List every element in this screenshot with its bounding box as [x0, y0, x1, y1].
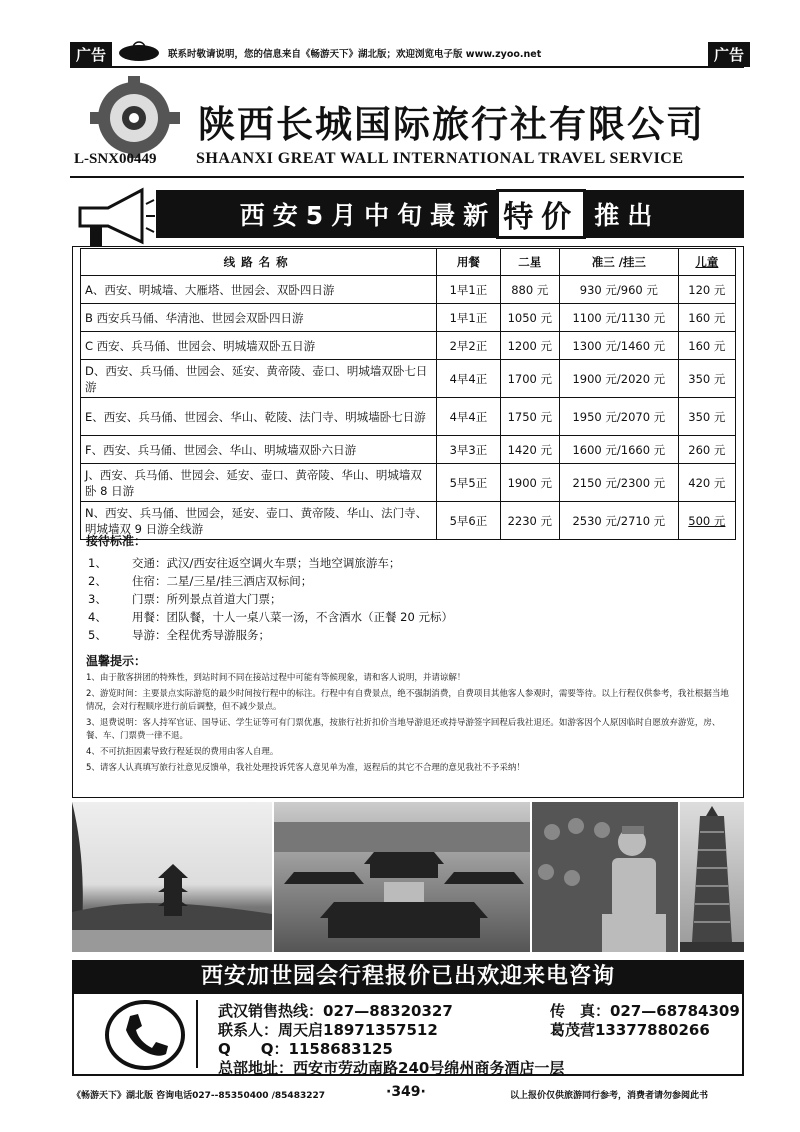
- route-name: A、西安、明城墙、大雁塔、世园会、双卧四日游: [81, 276, 437, 304]
- price-three-star: 930 元/960 元: [559, 276, 678, 304]
- phone-icon: [104, 1000, 186, 1070]
- list-item: 5、请客人认真填写旅行社意见反馈单，我社处理投诉凭客人意见单为准，返程后的其它不合理的意见我社不予采纳！: [86, 763, 525, 773]
- standard-num: 5、: [88, 628, 107, 642]
- price-two-star: 1200 元: [500, 332, 559, 360]
- license-number: L-SNX00449: [74, 151, 157, 167]
- price-three-star: 1600 元/1660 元: [559, 436, 678, 464]
- header-note: 联系时敬请说明，您的信息来自《畅游天下》湖北版；欢迎浏览电子版 www.zyoo.net: [168, 49, 542, 60]
- fax-number: 传 真：027—68784309: [550, 1002, 740, 1020]
- big-wild-goose-pagoda-photo: [680, 802, 744, 952]
- standard-text: 用餐：团队餐，十人一桌八菜一汤，不含酒水（正餐 20 元标）: [132, 610, 453, 624]
- price-three-star: 2530 元/2710 元: [559, 502, 678, 540]
- company-name-en: SHAANXI GREAT WALL INTERNATIONAL TRAVEL SERVICE: [196, 150, 684, 167]
- meals: 3早3正: [437, 436, 500, 464]
- price-child: 420 元: [678, 464, 735, 502]
- header-child: 儿童: [678, 249, 735, 276]
- header-divider: [70, 66, 744, 68]
- table-row: [81, 304, 736, 332]
- hq-address: 总部地址：西安市劳动南路240号绵州商务酒店一层: [218, 1059, 565, 1077]
- consult-banner: 西安加世园会行程报价已出欢迎来电咨询: [72, 960, 744, 994]
- list-item: [88, 608, 728, 626]
- tips-title: 温馨提示：: [86, 654, 147, 668]
- standards-list: [88, 554, 728, 644]
- terracotta-warrior-photo: [532, 802, 678, 952]
- table-row: [81, 398, 736, 436]
- list-item: [88, 590, 728, 608]
- table-row: [81, 332, 736, 360]
- qq-number: Q Q：1158683125: [218, 1040, 393, 1058]
- price-two-star: 880 元: [500, 276, 559, 304]
- route-name: F、西安、兵马俑、世园会、华山、明城墙双卧六日游: [81, 436, 437, 464]
- contact-divider: [196, 1000, 198, 1068]
- ad-label-right: 广告: [708, 42, 750, 67]
- standards-title: 接待标准：: [86, 534, 147, 548]
- price-child: 160 元: [678, 304, 735, 332]
- meals: 1早1正: [437, 276, 500, 304]
- routes-table: [80, 248, 736, 540]
- route-name: N、西安、兵马俑、世园会，延安、壶口、黄帝陵、华山、法门寺、明城墙双 9 日游全线游: [81, 502, 437, 540]
- standard-num: 4、: [88, 610, 107, 624]
- promo-banner: [156, 190, 744, 238]
- price-child: 120 元: [678, 276, 735, 304]
- price-child: 350 元: [678, 398, 735, 436]
- sales-hotline: 武汉销售热线：027—88320327: [218, 1002, 453, 1020]
- standard-num: 3、: [88, 592, 107, 606]
- table-row: [81, 360, 736, 398]
- route-name: J、西安、兵马俑、世园会、延安、壶口、黄帝陵、华山、明城墙双卧 8 日游: [81, 464, 437, 502]
- contact-person: 联系人：周天启18971357512: [218, 1021, 438, 1039]
- standard-text: 住宿：二星/三星/挂三酒店双标间；: [132, 574, 313, 588]
- price-three-star: 1950 元/2070 元: [559, 398, 678, 436]
- page-number: ·349·: [386, 1084, 426, 1100]
- megaphone-icon: [72, 186, 156, 252]
- price-child: 160 元: [678, 332, 735, 360]
- standard-text: 门票：所列景点首道大门票；: [132, 592, 282, 606]
- header-meals: 用餐: [437, 249, 500, 276]
- list-item: [88, 554, 728, 572]
- meals: 4早4正: [437, 398, 500, 436]
- price-two-star: 1050 元: [500, 304, 559, 332]
- price-two-star: 2230 元: [500, 502, 559, 540]
- price-child: 260 元: [678, 436, 735, 464]
- company-name-cn: 陕西长城国际旅行社有限公司: [198, 102, 705, 146]
- list-item: [88, 572, 728, 590]
- promo-prefix: 西安5月中旬最新: [239, 201, 497, 230]
- footer-left: 《畅游天下》湖北版 咨询电话027--85350400 /85483227: [72, 1091, 326, 1101]
- meals: 5早5正: [437, 464, 500, 502]
- standard-num: 2、: [88, 574, 107, 588]
- header-two-star: 二星: [500, 249, 559, 276]
- price-two-star: 1750 元: [500, 398, 559, 436]
- list-item: [88, 626, 728, 644]
- list-item: 1、由于散客拼团的特殊性，到站时间不同在接站过程中可能有等候现象，请和客人说明，并请谅解！: [86, 673, 466, 683]
- footer-right: 以上报价仅供旅游同行参考，消费者请勿参阅此书: [510, 1091, 709, 1101]
- price-three-star: 1100 元/1130 元: [559, 304, 678, 332]
- price-child: 500 元: [678, 502, 735, 540]
- list-item: 4、不可抗拒因素导致行程延误的费用由客人自理。: [86, 747, 279, 757]
- route-name: C 西安、兵马俑、世园会、明城墙双卧五日游: [81, 332, 437, 360]
- magazine-logo: [116, 40, 162, 62]
- promo-highlight: 特价: [496, 189, 586, 239]
- price-two-star: 1900 元: [500, 464, 559, 502]
- table-row: [81, 502, 736, 540]
- table-row: [81, 464, 736, 502]
- temple-complex-photo: [274, 802, 530, 952]
- price-two-star: 1420 元: [500, 436, 559, 464]
- route-name: D、西安、兵马俑、世园会、延安、黄帝陵、壶口、明城墙双卧七日游: [81, 360, 437, 398]
- header-route: 线路名称: [81, 249, 437, 276]
- header-three-star: 准三 /挂三: [559, 249, 678, 276]
- promo-suffix: 推出: [594, 201, 661, 230]
- meals: 2早2正: [437, 332, 500, 360]
- pagoda-lake-photo: [72, 802, 272, 952]
- contact-person-2: 葛茂营13377880266: [550, 1021, 710, 1039]
- price-child: 350 元: [678, 360, 735, 398]
- ad-label-left: 广告: [70, 42, 112, 67]
- route-name: E、西安、兵马俑、世园会、华山、乾陵、法门寺、明城墙卧七日游: [81, 398, 437, 436]
- price-three-star: 2150 元/2300 元: [559, 464, 678, 502]
- company-divider: [70, 176, 744, 178]
- meals: 1早1正: [437, 304, 500, 332]
- table-row: [81, 436, 736, 464]
- standard-text: 导游：全程优秀导游服务；: [132, 628, 270, 642]
- price-two-star: 1700 元: [500, 360, 559, 398]
- meals: 4早4正: [437, 360, 500, 398]
- route-name: B 西安兵马俑、华清池、世园会双卧四日游: [81, 304, 437, 332]
- list-item: 3、退费说明：客人持军官证、国导证、学生证等可有门票优惠，按旅行社折扣价当地导游退还或持导游签字回程后我社退还。如游客因个人原因临时自愿放弃游览，房、餐、车、门票费一律不退。: [86, 718, 721, 741]
- price-three-star: 1900 元/2020 元: [559, 360, 678, 398]
- standard-num: 1、: [88, 556, 107, 570]
- company-logo-icon: [90, 76, 186, 158]
- price-three-star: 1300 元/1460 元: [559, 332, 678, 360]
- standard-text: 交通：武汉/西安往返空调火车票；当地空调旅游车；: [132, 556, 401, 570]
- table-row: [81, 276, 736, 304]
- tips-list: [86, 672, 734, 775]
- meals: 5早6正: [437, 502, 500, 540]
- list-item: 2、游览时间：主要景点实际游览的最少时间按行程中的标注。行程中有自费景点，绝不强制消费，自费项目其他客人参观时，需要等待。以上行程仅供参考，我社根据当地情况，会对行程顺序进行前后调整，但不减少景点。: [86, 689, 729, 712]
